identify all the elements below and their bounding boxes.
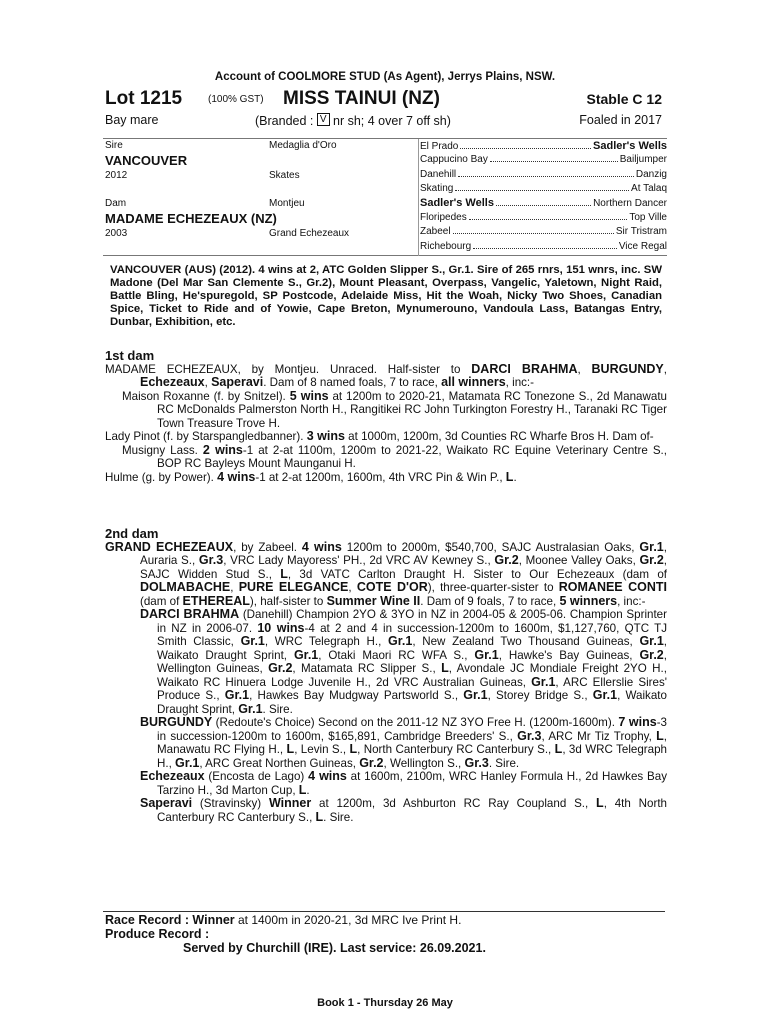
- progeny-saperavi: Saperavi (Stravinsky) Winner at 1200m, 3d Ashburton RC Ray Coupland S., L, 4th North Canterbury RC Canterbury S., L. Sire.: [140, 796, 667, 824]
- lot-line: [105, 88, 665, 110]
- second-dam-heading: 2nd dam: [105, 526, 159, 541]
- pedigree-row: Floripedes Top Ville: [420, 212, 667, 223]
- dam-name: MADAME ECHEZEAUX (NZ): [105, 211, 277, 226]
- dam-dam: Grand Echezeaux: [269, 228, 350, 239]
- sire-summary: VANCOUVER (AUS) (2012). 4 wins at 2, ATC Golden Slipper S., Gr.1. Sire of 265 rnrs, 151 wnrs, inc. SW Madone (Del Mar San Clemente S., Gr.2), Mount Pleasant, Overpass, Vangelic, Yaletown, Night Raid, Battle Bling, He'spuregold, SP Postcode, Adelaide Miss, Hit the Woah, Nicky Two Shoes, Canadian Spice, Ticket to Ride and of Yowie, Cape Breton, Mynumerouno, Vandoula Lass, Batangas Entry, Dunbar, Exhibition, etc.: [110, 264, 662, 328]
- first-dam-heading: 1st dam: [105, 348, 155, 363]
- pedigree-row: Skating At Talaq: [420, 183, 667, 194]
- foaled-year: Foaled in 2017: [579, 113, 662, 127]
- horse-sex: Bay mare: [105, 113, 159, 127]
- records-divider: [103, 911, 665, 912]
- gst-note: (100% GST): [208, 94, 264, 105]
- service-record: Served by Churchill (IRE). Last service: 26.09.2021.: [183, 941, 486, 955]
- progeny-lady-pinot: Lady Pinot (f. by Starspangledbanner). 3 wins at 1000m, 1200m, 3d Counties RC Wharfe Bros H. Dam of-: [105, 429, 654, 443]
- dam-label: Dam: [105, 198, 127, 209]
- second-dam-section: [105, 527, 667, 824]
- pedigree-divider: [418, 139, 419, 256]
- records-section: [105, 913, 665, 955]
- stable-number: Stable C 12: [586, 91, 662, 107]
- sire-label: Sire: [105, 140, 123, 151]
- grand-echezeaux-entry: GRAND ECHEZEAUX, by Zabeel. 4 wins 1200m to 2000m, $540,700, SAJC Australasian Oaks, Gr.1, Auraria S., Gr.3, VRC Lady Mayoress' PH., 2d VRC AV Kewney S., Gr.2, Moonee Valley Oaks, Gr.2, SAJC Widden Stud S., L, 3d VATC Carlton Draught H. Sister to Our Echezeaux (dam of DOLMABACHE, PURE ELEGANCE, COTE D'OR), three-quarter-sister to ROMANEE CONTI (dam of ETHEREAL), half-sister to Summer Wine II. Dam of 9 foals, 7 to race, 5 winners, inc:-: [105, 539, 668, 608]
- pedigree-row: Richebourg Vice Regal: [420, 241, 667, 252]
- dam-sire: Montjeu: [269, 198, 305, 209]
- vendor-account: Account of COOLMORE STUD (As Agent), Jerrys Plains, NSW.: [214, 71, 556, 83]
- progeny-burgundy: BURGUNDY (Redoute's Choice) Second on the 2011-12 NZ 3YO Free H. (1200m-1600m). 7 wins-3 in succession-1200m to 1600m, $165,891, Cambridge Breeders' S., Gr.3, ARC Mr Tiz Trophy, L, Manawatu RC Flying H., L, Levin S., L, North Canterbury RC Canterbury S., L, 3d WRC Telegraph H., Gr.1, ARC Great Northen Guineas, Gr.2, Wellington S., Gr.3. Sire.: [140, 715, 667, 770]
- sire-sire: Medaglia d'Oro: [269, 140, 337, 151]
- pedigree-table: [103, 138, 667, 256]
- sire-dam: Skates: [269, 170, 300, 181]
- sire-name: VANCOUVER: [105, 153, 188, 168]
- horse-details: [105, 113, 665, 129]
- brand-mark: V: [317, 113, 330, 126]
- progeny-echezeaux: Echezeaux (Encosta de Lago) 4 wins at 1600m, 2100m, WRC Hanley Formula H., 2d Hawkes Bay Tarzino H., 3d Marton Cup, L.: [140, 769, 667, 797]
- page-footer: Book 1 - Thursday 26 May: [317, 997, 453, 1009]
- pedigree-row: Danehill Danzig: [420, 169, 667, 180]
- first-dam-intro: MADAME ECHEZEAUX, by Montjeu. Unraced. Half-sister to DARCI BRAHMA, BURGUNDY, Echezeaux, Saperavi. Dam of 8 named foals, 7 to race, all winners, inc:-: [105, 361, 667, 389]
- pedigree-row: Sadler's Wells Northern Dancer: [420, 197, 667, 209]
- brand-info: (Branded : V nr sh; 4 over 7 off sh): [255, 114, 451, 128]
- progeny-darci-brahma: DARCI BRAHMA (Danehill) Champion 2YO & 3YO in NZ in 2004-05 & 2005-06. Champion Sprinter in NZ in 2006-07. 10 wins-4 at 2 and 4 in succession-1200m to 1600m, $1,127,760, QTC TJ Smith Classic, Gr.1, WRC Telegraph H., Gr.1, New Zealand Two Thousand Guineas, Gr.1, Waikato Draught Sprint, Gr.1, Otaki Maori RC WFA S., Gr.1, Hawke's Bay Guineas, Gr.2, Wellington Guineas, Gr.2, Matamata RC Slipper S., L, Avondale JC Mondiale Freight 2YO H., Waikato RC Hinuera Lodge Juvenile H., 2d VRC Australian Guineas, Gr.1, ARC Ellerslie Sires' Produce S., Gr.1, Hawkes Bay Mudgway Partsworld S., Gr.1, Storey Bridge S., Gr.1, Waikato Draught Sprint, Gr.1. Sire.: [140, 607, 668, 716]
- pedigree-row: El Prado Sadler's Wells: [420, 140, 667, 152]
- progeny-musigny-lass: Musigny Lass. 2 wins-1 at 2-at 1100m, 1200m to 2021-22, Waikato RC Equine Veterinary Centre S., BOP RC Bayleys Mount Maunganui H.: [122, 442, 668, 470]
- race-record: Race Record : Winner at 1400m in 2020-21, 3d MRC Ive Print H.: [105, 913, 462, 927]
- produce-record: Produce Record :: [105, 927, 210, 941]
- pedigree-row: Zabeel Sir Tristram: [420, 226, 667, 237]
- progeny-hulme: Hulme (g. by Power). 4 wins-1 at 2-at 1200m, 1600m, 4th VRC Pin & Win P., L.: [105, 469, 517, 484]
- sire-year: 2012: [105, 170, 128, 181]
- dam-year: 2003: [105, 228, 128, 239]
- lot-number: Lot 1215: [105, 88, 183, 109]
- pedigree-row: Cappucino Bay Bailjumper: [420, 154, 667, 165]
- horse-name: MISS TAINUI (NZ): [283, 88, 440, 109]
- progeny-maison-roxanne: Maison Roxanne (f. by Snitzel). 5 wins at 1200m to 2020-21, Matamata RC Tonezone S., 2d Manawatu RC McDonalds Palmerston North H., Rangitikei RC John Turkington Forestry H., Taranaki RC Tiger Town Treasure Trove H.: [122, 388, 667, 430]
- first-dam-section: [105, 349, 667, 484]
